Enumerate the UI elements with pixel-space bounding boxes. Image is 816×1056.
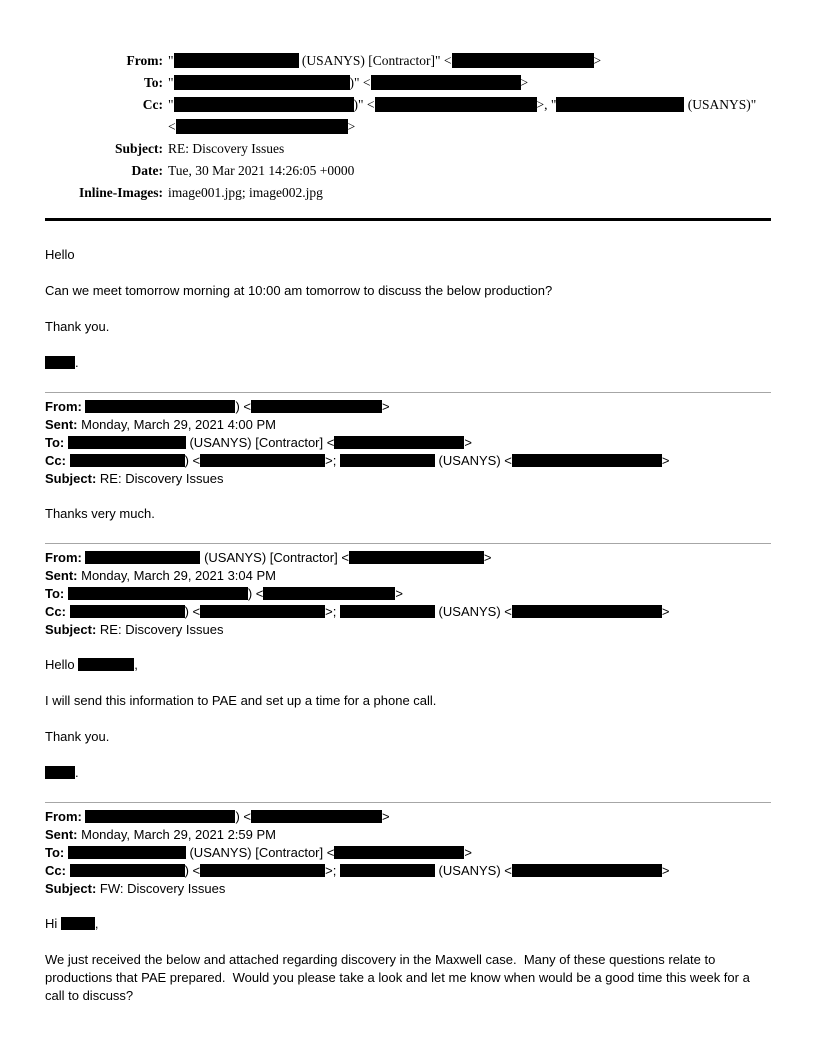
redaction-bar	[251, 810, 382, 823]
redaction-bar	[70, 454, 185, 467]
paragraph	[45, 656, 771, 674]
redaction-bar	[340, 864, 435, 877]
text-segment: Can we meet tomorrow morning at 10:00 am tomorrow to discuss the below production?	[45, 283, 553, 298]
top-message-body	[45, 246, 771, 372]
redaction-bar	[68, 587, 248, 600]
text-segment: >;	[325, 863, 340, 878]
paragraph	[45, 246, 771, 264]
text-segment: (USANYS) [Contractor] <	[185, 845, 335, 860]
quoted-header-row	[45, 549, 771, 567]
text-segment: >	[661, 604, 670, 619]
redaction-bar	[70, 605, 185, 618]
text-segment: Monday, March 29, 2021 4:00 PM	[81, 417, 276, 432]
text-segment: Thank you.	[45, 319, 110, 334]
field-label: From:	[45, 399, 86, 414]
header-field-row	[45, 50, 771, 72]
field-value	[168, 160, 771, 182]
field-label: To:	[45, 845, 68, 860]
field-label: Subject:	[45, 881, 100, 896]
paragraph	[45, 728, 771, 746]
field-label: Date:	[131, 163, 163, 178]
field-label: To:	[45, 586, 68, 601]
field-label: To:	[143, 75, 163, 90]
field-label: Subject:	[45, 471, 100, 486]
text-segment: Tue, 30 Mar 2021 14:26:05 +0000	[168, 163, 355, 178]
text-segment: RE: Discovery Issues	[168, 141, 285, 156]
quoted-email-body	[45, 505, 771, 523]
text-segment: >, "	[536, 97, 557, 112]
quoted-header-row	[45, 452, 771, 470]
text-segment: FW: Discovery Issues	[99, 881, 226, 896]
text-segment: >	[382, 399, 390, 414]
text-segment: >;	[325, 453, 340, 468]
quoted-header-row	[45, 862, 771, 880]
quoted-header-row	[45, 434, 771, 452]
field-label: Subject:	[45, 622, 100, 637]
text-segment: <	[168, 119, 176, 134]
redaction-bar	[452, 53, 594, 68]
quoted-header-row	[45, 567, 771, 585]
text-segment: Thank you.	[45, 729, 110, 744]
header-field-row	[45, 116, 771, 138]
field-label: From:	[45, 809, 86, 824]
redaction-bar	[200, 864, 325, 877]
text-segment: >	[483, 550, 492, 565]
text-segment: RE: Discovery Issues	[99, 622, 224, 637]
redaction-bar	[251, 400, 382, 413]
field-value	[168, 50, 771, 72]
header-field-row	[45, 138, 771, 160]
paragraph	[45, 282, 771, 300]
text-segment: Monday, March 29, 2021 2:59 PM	[81, 827, 276, 842]
field-label: Cc:	[45, 863, 70, 878]
paragraph	[45, 764, 771, 782]
paragraph	[45, 951, 771, 1005]
paragraph	[45, 318, 771, 336]
field-value	[168, 182, 771, 204]
text-segment: We just received the below and attached regarding discovery in the Maxwell case. Many of these questions relate to productions that PAE prepared. Would you please take a look and let me know when would be a good time this week for a call to discuss?	[45, 952, 754, 1003]
redaction-bar	[85, 551, 200, 564]
text-segment: (USANYS) <	[434, 604, 512, 619]
text-segment: >	[661, 863, 670, 878]
header-field-row	[45, 182, 771, 204]
text-segment: ) <	[247, 586, 264, 601]
text-segment: >	[382, 809, 390, 824]
text-segment: (USANYS) [Contractor] <	[200, 550, 349, 565]
text-segment: .	[75, 355, 79, 370]
text-segment: ,	[134, 657, 138, 672]
redaction-bar	[200, 454, 325, 467]
text-segment: >	[520, 75, 529, 90]
quoted-email-body	[45, 915, 771, 1005]
field-label: Subject:	[115, 141, 163, 156]
quoted-header-row	[45, 585, 771, 603]
text-segment: (USANYS) [Contractor] <	[185, 435, 335, 450]
redaction-bar	[334, 436, 464, 449]
quoted-header-row	[45, 398, 771, 416]
text-segment: "	[168, 53, 174, 68]
quoted-header-row	[45, 808, 771, 826]
redaction-bar	[200, 605, 325, 618]
header-field-row	[45, 94, 771, 116]
redaction-bar	[70, 864, 185, 877]
text-segment: ) <	[235, 809, 251, 824]
text-segment: "	[168, 97, 174, 112]
redaction-bar	[512, 605, 662, 618]
text-segment: >	[464, 845, 472, 860]
redaction-bar	[334, 846, 464, 859]
redaction-bar	[68, 436, 186, 449]
field-label: Cc:	[45, 604, 70, 619]
redaction-bar	[78, 658, 134, 671]
header-field-row	[45, 160, 771, 182]
text-segment: (USANYS) [Contractor]" <	[298, 53, 452, 68]
quoted-header-row	[45, 880, 771, 898]
redaction-bar	[340, 454, 435, 467]
text-segment: (USANYS) <	[434, 863, 512, 878]
quoted-header-row	[45, 416, 771, 434]
field-label: Inline-Images:	[79, 185, 163, 200]
text-segment: (USANYS) <	[434, 453, 512, 468]
redaction-bar	[61, 917, 95, 930]
text-segment: Monday, March 29, 2021 3:04 PM	[81, 568, 276, 583]
field-value	[168, 138, 771, 160]
field-value	[168, 94, 771, 116]
paragraph	[45, 915, 771, 933]
text-segment: "	[168, 75, 174, 90]
field-label: Cc:	[45, 453, 70, 468]
text-segment: .	[75, 765, 79, 780]
redaction-bar	[375, 97, 537, 112]
redaction-bar	[68, 846, 186, 859]
redaction-bar	[556, 97, 684, 112]
text-segment: Hello	[45, 657, 79, 672]
redaction-bar	[85, 810, 235, 823]
field-label	[45, 116, 168, 138]
field-label: Sent:	[45, 417, 82, 432]
text-segment: Hello	[45, 247, 75, 262]
text-segment: image001.jpg; image002.jpg	[168, 185, 323, 200]
field-label: From:	[45, 550, 86, 565]
quoted-header-row	[45, 826, 771, 844]
redaction-bar	[512, 454, 662, 467]
email-header	[45, 50, 771, 204]
field-label: From:	[126, 53, 163, 68]
field-value	[168, 116, 771, 138]
redaction-bar	[349, 551, 484, 564]
quoted-header-row	[45, 603, 771, 621]
paragraph	[45, 692, 771, 710]
text-segment: >;	[325, 604, 340, 619]
text-segment: >	[347, 119, 356, 134]
text-segment: ) <	[184, 863, 201, 878]
field-label: Cc:	[142, 97, 163, 112]
quoted-header-row	[45, 470, 771, 488]
text-segment: >	[464, 435, 472, 450]
text-segment: ) <	[184, 604, 201, 619]
text-segment: ) <	[184, 453, 201, 468]
redaction-bar	[340, 605, 435, 618]
redaction-bar	[512, 864, 662, 877]
text-segment: )" <	[349, 75, 371, 90]
field-label: Sent:	[45, 827, 82, 842]
field-label: Sent:	[45, 568, 82, 583]
header-field-row	[45, 72, 771, 94]
redaction-bar	[174, 97, 354, 112]
text-segment: Hi	[45, 916, 61, 931]
redaction-bar	[45, 356, 75, 369]
text-segment: ) <	[235, 399, 251, 414]
redaction-bar	[263, 587, 395, 600]
text-segment: I will send this information to PAE and set up a time for a phone call.	[45, 693, 437, 708]
text-segment: >	[661, 453, 670, 468]
redaction-bar	[174, 53, 299, 68]
redaction-bar	[45, 766, 75, 779]
text-segment: ,	[94, 916, 99, 931]
quoted-thread	[45, 392, 771, 1005]
text-segment: RE: Discovery Issues	[99, 471, 224, 486]
redaction-bar	[174, 75, 350, 90]
paragraph	[45, 505, 771, 523]
text-segment: >	[593, 53, 602, 68]
field-value	[168, 72, 771, 94]
field-label: To:	[45, 435, 68, 450]
paragraph	[45, 354, 771, 372]
header-rule	[45, 218, 771, 221]
quoted-email-1	[45, 392, 771, 523]
text-segment: >	[395, 586, 403, 601]
text-segment: (USANYS)"	[684, 97, 757, 112]
text-segment: Thanks very much.	[45, 506, 155, 521]
redaction-bar	[371, 75, 521, 90]
quoted-email-body	[45, 656, 771, 782]
quoted-email-2	[45, 543, 771, 782]
text-segment: )" <	[353, 97, 375, 112]
quoted-email-3	[45, 802, 771, 1005]
quoted-header-row	[45, 844, 771, 862]
quoted-header-row	[45, 621, 771, 639]
redaction-bar	[176, 119, 348, 134]
redaction-bar	[85, 400, 235, 413]
